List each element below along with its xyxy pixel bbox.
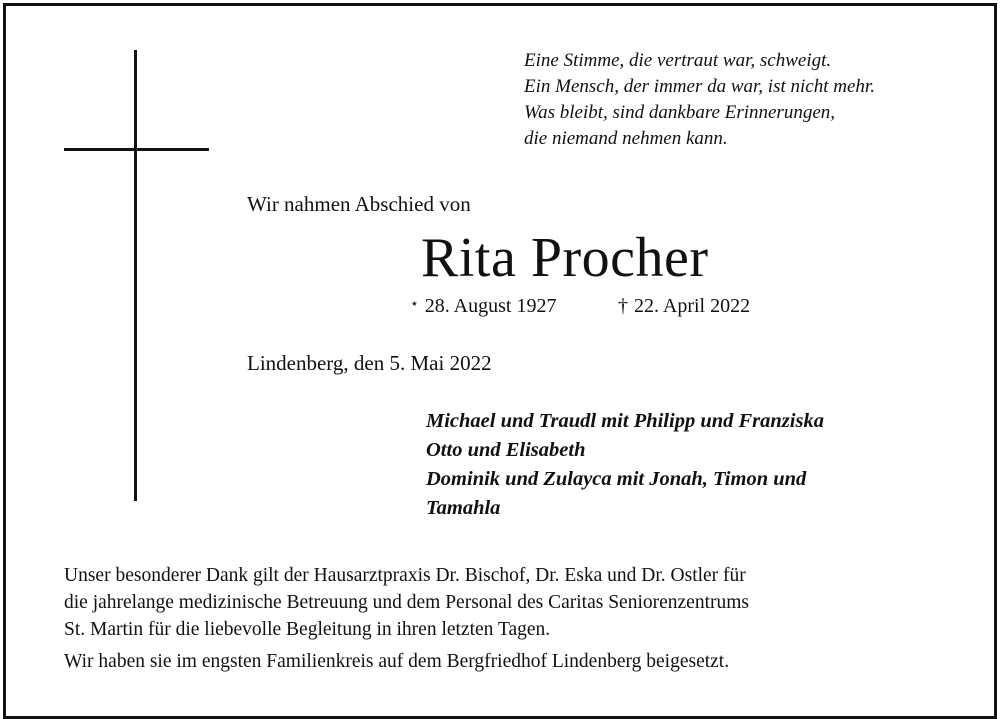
- death-info: [618, 295, 750, 318]
- family-mourners: [426, 407, 824, 523]
- star-icon: ⋆: [410, 297, 419, 312]
- birth-info: [410, 295, 556, 318]
- cross-vertical-bar: [134, 50, 137, 501]
- thanks-line: die jahrelange medizinische Betreuung und dem Personal des Caritas Seniorenzentrums: [64, 592, 750, 613]
- family-line: Otto und Elisabeth: [426, 439, 586, 461]
- poem-line: Ein Mensch, der immer da war, ist nicht mehr.: [524, 76, 875, 97]
- burial-note: Wir haben sie im engsten Familienkreis auf dem Bergfriedhof Lindenberg beigesetzt.: [64, 651, 730, 672]
- poem-line: Was bleibt, sind dankbare Erinnerungen,: [524, 102, 836, 123]
- deceased-name: Rita Procher: [421, 227, 709, 289]
- family-line: Tamahla: [426, 497, 501, 519]
- poem-line: Eine Stimme, die vertraut war, schweigt.: [524, 50, 832, 71]
- thanks-line: St. Martin für die liebevolle Begleitung in ihren letzten Tagen.: [64, 619, 551, 640]
- thanks-paragraph: [64, 562, 924, 643]
- thanks-line: Unser besonderer Dank gilt der Hausarztpraxis Dr. Bischof, Dr. Eska und Dr. Ostler für: [64, 565, 746, 586]
- cross-horizontal-bar: [64, 148, 209, 151]
- family-line: Michael und Traudl mit Philipp und Franziska: [426, 410, 824, 432]
- poem-line: die niemand nehmen kann.: [524, 128, 728, 149]
- dagger-icon: †: [618, 295, 628, 317]
- farewell-intro: Wir nahmen Abschied von: [247, 192, 471, 216]
- family-line: Dominik und Zulayca mit Jonah, Timon und: [426, 468, 807, 490]
- memorial-poem: [524, 48, 875, 152]
- birth-date: 28. August 1927: [424, 295, 557, 317]
- death-date: 22. April 2022: [634, 295, 751, 317]
- place-and-date: Lindenberg, den 5. Mai 2022: [247, 351, 492, 375]
